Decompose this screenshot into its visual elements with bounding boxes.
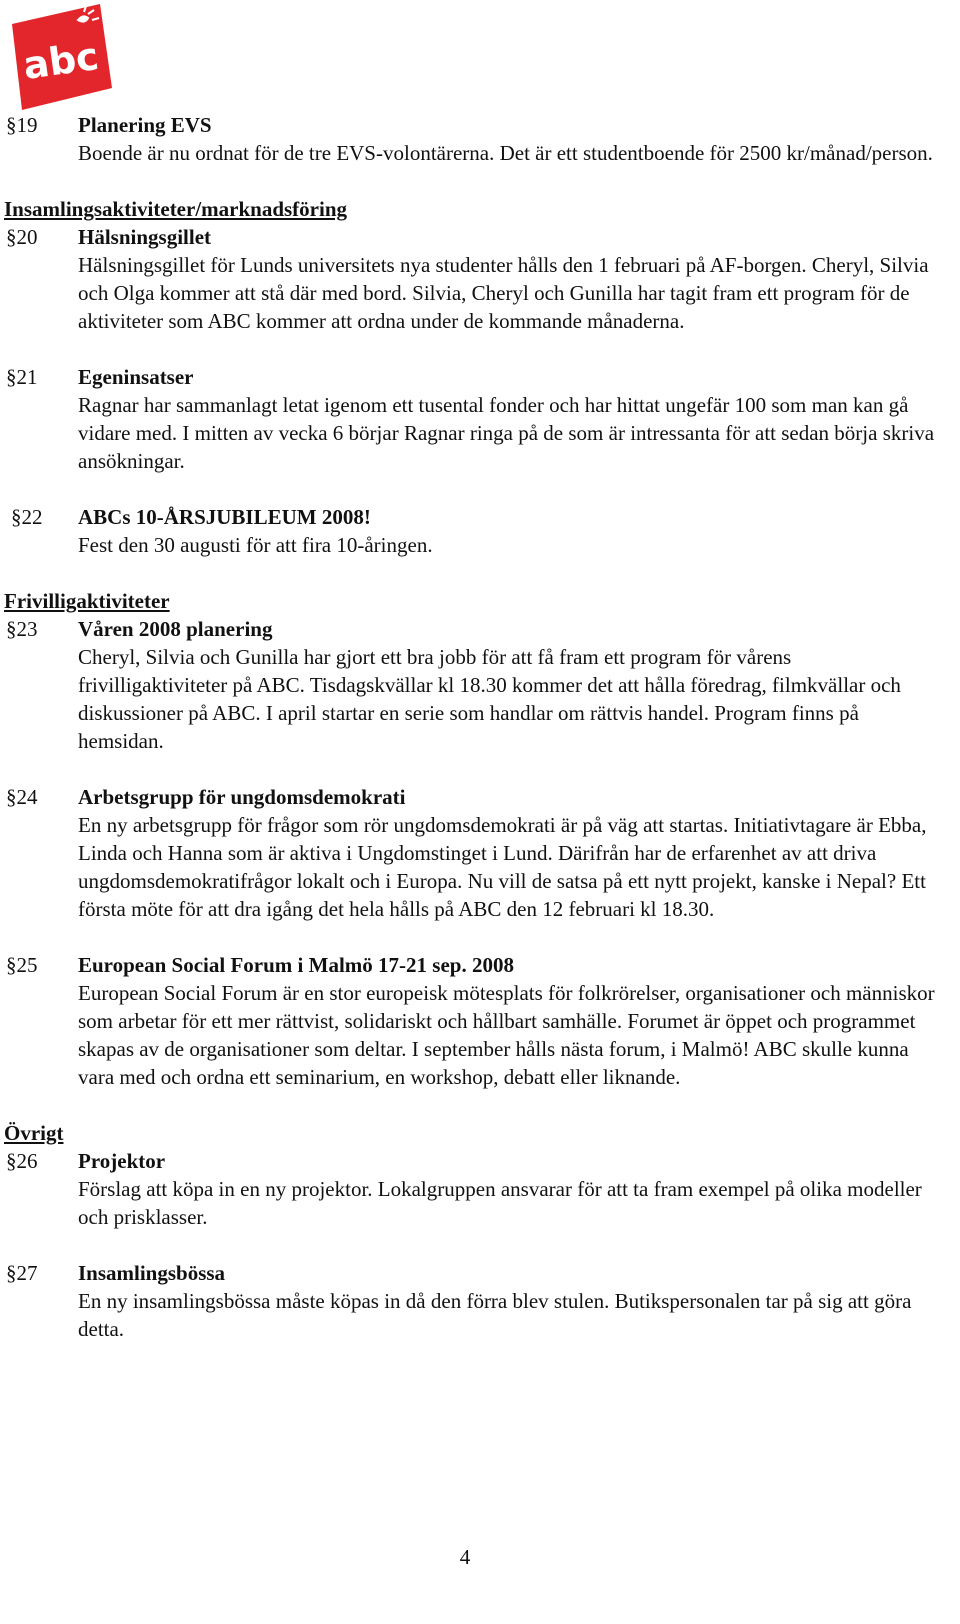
section-title: European Social Forum i Malmö 17-21 sep. 2008	[78, 953, 514, 977]
section-number: §20	[6, 225, 38, 249]
section-title: ABCs 10-ÅRSJUBILEUM 2008!	[78, 505, 371, 529]
category-heading: Övrigt	[4, 1121, 64, 1145]
section-title: Projektor	[78, 1149, 166, 1173]
section-27	[6, 1259, 936, 1343]
section-text: Förslag att köpa in en ny projektor. Lokalgruppen ansvarar för att ta fram exempel på olika modeller och prisklasser.	[78, 1177, 922, 1229]
section-title: Hälsningsgillet	[78, 225, 212, 249]
section-number: §22	[11, 505, 43, 529]
section-text: European Social Forum är en stor europeisk mötesplats för folkrörelser, organisationer och människor som arbetar för ett mer rättvist, solidariskt och hållbart samhälle. Forumet är öppet och programmet skapas av de organisationer som deltar. I september hålls nästa forum, i Malmö! ABC skulle kunna vara med och ordna ett seminarium, en workshop, debatt eller liknande.	[78, 981, 935, 1089]
document-body	[6, 111, 936, 1343]
section-number: §25	[6, 953, 38, 977]
section-title: Insamlingsbössa	[78, 1261, 226, 1285]
section-text: Hälsningsgillet för Lunds universitets nya studenter hålls den 1 februari på AF-borgen. Cheryl, Silvia och Olga kommer att stå där med bord. Silvia, Cheryl och Gunilla har tagit fram ett program för de aktiviteter som ABC kommer att ordna under de kommande månaderna.	[78, 253, 929, 333]
section-title: Våren 2008 planering	[78, 617, 273, 641]
section-number: §26	[6, 1149, 38, 1173]
section-text: En ny insamlingsbössa måste köpas in då den förra blev stulen. Butikspersonalen tar på sig att göra detta.	[78, 1289, 912, 1341]
abc-logo-icon	[4, 2, 114, 114]
section-number: §19	[6, 113, 38, 137]
section-text: Cheryl, Silvia och Gunilla har gjort ett bra jobb för att få fram ett program för vårens frivilligaktiviteter på ABC. Tisdagskvällar kl 18.30 kommer det att hålla föredrag, filmkvällar och diskussioner på ABC. I april startar en serie som handlar om rättvis handel. Program finns på hemsidan.	[78, 645, 901, 753]
section-23	[6, 615, 936, 755]
section-26	[6, 1147, 936, 1231]
section-20	[6, 223, 936, 335]
section-19	[6, 111, 936, 167]
section-text: En ny arbetsgrupp för frågor som rör ungdomsdemokrati är på väg att startas. Initiativtagare är Ebba, Linda och Hanna som är aktiva i Ungdomstinget i Lund. Därifrån har de erfarenhet av att driva ungdomsdemokratifrågor lokalt och i Europa. Nu vill de satsa på ett nytt projekt, kanske i Nepal? Ett första möte för att dra igång det hela hålls på ABC den 12 februari kl 18.30.	[78, 813, 927, 921]
section-title: Arbetsgrupp för ungdomsdemokrati	[78, 785, 406, 809]
section-text: Ragnar har sammanlagt letat igenom ett tusental fonder och har hittat ungefär 100 som man kan gå vidare med. I mitten av vecka 6 börjar Ragnar ringa på de som är intressanta för att sedan börja skriva ansökningar.	[78, 393, 935, 473]
section-21	[6, 363, 936, 475]
section-text: Boende är nu ordnat för de tre EVS-volontärerna. Det är ett studentboende för 2500 kr/månad/person.	[78, 141, 933, 165]
abc-logo	[4, 2, 114, 114]
svg-text:abc: abc	[20, 33, 102, 89]
section-text: Fest den 30 augusti för att fira 10-åringen.	[78, 533, 433, 557]
section-number: §24	[6, 785, 38, 809]
category-heading: Frivilligaktiviteter	[4, 589, 170, 613]
section-24	[6, 783, 936, 923]
section-number: §21	[6, 365, 38, 389]
section-title: Egeninsatser	[78, 365, 194, 389]
section-number: §23	[6, 617, 38, 641]
section-22	[6, 503, 936, 559]
page-number: 4	[459, 1545, 471, 1569]
section-25	[6, 951, 936, 1091]
section-title: Planering EVS	[78, 113, 212, 137]
section-number: §27	[6, 1261, 38, 1285]
category-heading: Insamlingsaktiviteter/marknadsföring	[4, 197, 348, 221]
